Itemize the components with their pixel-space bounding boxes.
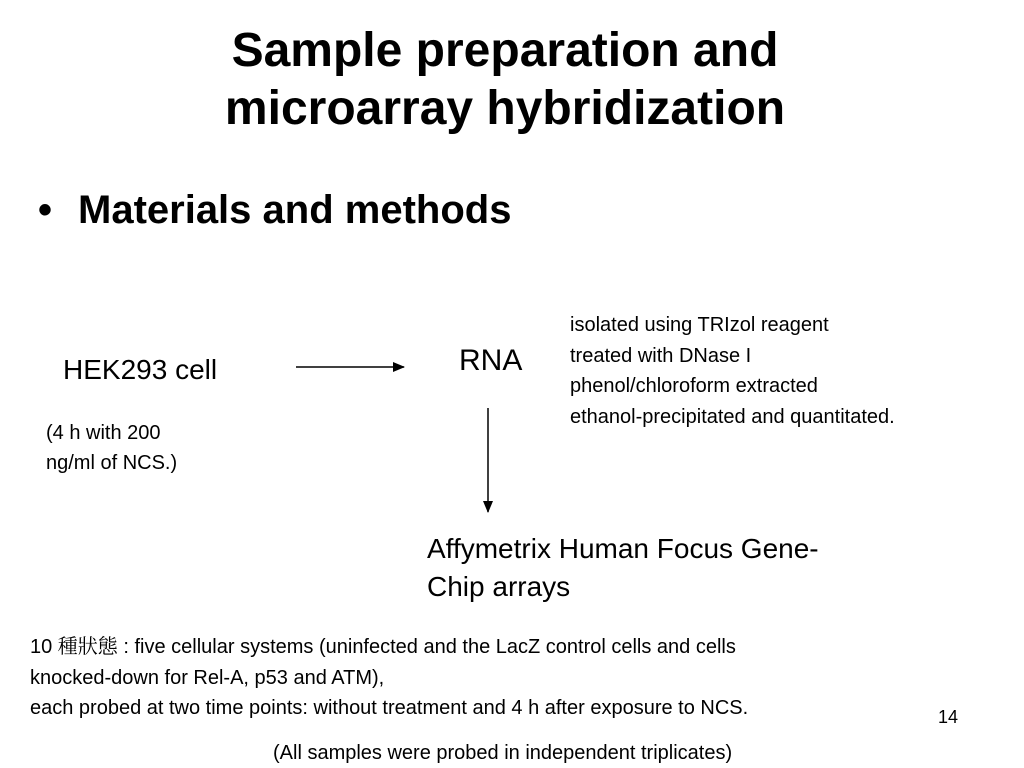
- samples-line: 10 種狀態 : five cellular systems (uninfected and the LacZ control cells and cells: [30, 636, 736, 658]
- array-label-line: Affymetrix Human Focus Gene-: [427, 533, 819, 564]
- rna-step: phenol/chloroform extracted: [570, 375, 818, 397]
- array-label-line: Chip arrays: [427, 571, 571, 602]
- samples-line: each probed at two time points: without treatment and 4 h after exposure to NCS.: [30, 697, 749, 719]
- bullet-icon: •: [38, 188, 53, 232]
- triplicates-note: (All samples were probed in independent triplicates): [273, 742, 733, 764]
- samples-line: knocked-down for Rel-A, p53 and ATM),: [30, 666, 385, 689]
- title-line-2: microarray hybridization: [224, 82, 786, 135]
- rna-step: ethanol-precipitated and quantitated.: [570, 405, 895, 428]
- rna-step: treated with DNase I: [570, 344, 752, 367]
- rna-step: isolated using TRIzol reagent: [570, 314, 829, 336]
- title-line-1: Sample preparation and: [231, 24, 779, 77]
- cell-treatment-line: (4 h with 200: [46, 422, 161, 444]
- rna-label: RNA: [459, 344, 523, 377]
- cell-label: HEK293 cell: [63, 354, 218, 385]
- slide-number: 14: [938, 707, 959, 727]
- bullet-text: Materials and methods: [78, 188, 512, 232]
- cell-treatment-line: ng/ml of NCS.): [46, 452, 178, 474]
